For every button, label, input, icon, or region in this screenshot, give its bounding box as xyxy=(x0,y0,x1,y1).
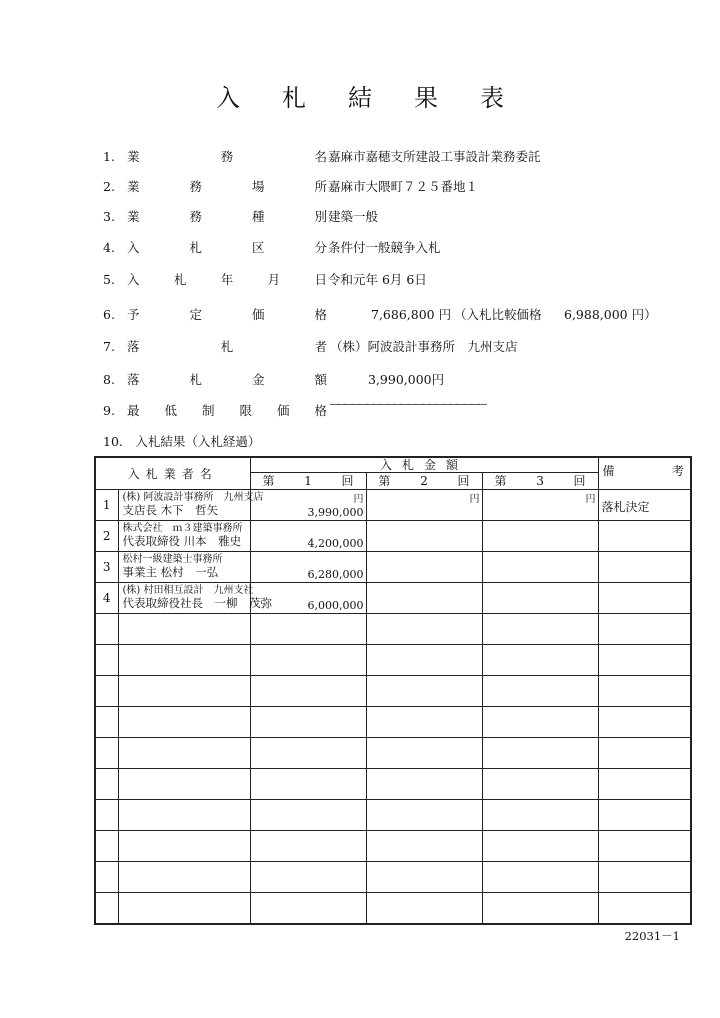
item-label: 落札金額 xyxy=(127,372,327,387)
bidder-name xyxy=(118,862,250,893)
item-row xyxy=(103,270,427,287)
table-row xyxy=(95,676,691,707)
item-value: 条件付一般競争入札 xyxy=(328,240,441,255)
remarks xyxy=(598,738,691,769)
title-char: 入 xyxy=(216,84,240,112)
remarks xyxy=(598,769,691,800)
table-row xyxy=(95,831,691,862)
table-row xyxy=(95,583,691,614)
minimum-price-dash: ―――――――――――――――――――――― xyxy=(330,399,484,410)
page-number: 22031－1 xyxy=(624,929,680,943)
header-round-1: 第 1 回 xyxy=(250,473,366,490)
item-row xyxy=(103,305,327,321)
round-3-amount xyxy=(482,862,598,893)
header-bid-amount: 入札金額 xyxy=(250,457,598,473)
compare-value: 6,988,000 円） xyxy=(564,307,657,322)
table-row xyxy=(95,800,691,831)
round-2-amount xyxy=(366,645,482,676)
bidder-name xyxy=(118,707,250,738)
remarks xyxy=(598,707,691,738)
round-2-amount xyxy=(366,583,482,614)
title-char: 表 xyxy=(480,84,504,112)
bidder-name xyxy=(118,676,250,707)
remarks xyxy=(598,583,691,614)
bidder-name xyxy=(118,738,250,769)
round-1-amount: 円 3,990,000 xyxy=(250,490,366,521)
row-index xyxy=(95,676,118,707)
round-2-amount xyxy=(366,738,482,769)
item-number: 9. xyxy=(103,403,115,418)
round-3-amount: 円 xyxy=(482,490,598,521)
row-index xyxy=(95,645,118,676)
row-index xyxy=(95,769,118,800)
item-value: 嘉麻市嘉穂支所建設工事設計業務委託 xyxy=(328,149,541,164)
row-index xyxy=(95,738,118,769)
item-number: 1. xyxy=(103,149,115,164)
table-row xyxy=(95,738,691,769)
item-row xyxy=(103,207,379,224)
round-3-amount xyxy=(482,831,598,862)
row-index: 3 xyxy=(95,552,118,583)
table-row xyxy=(95,521,691,552)
item-label: 業務種別 xyxy=(127,209,327,224)
round-3-amount xyxy=(482,552,598,583)
bidder-name xyxy=(118,800,250,831)
item-value: 嘉麻市大隈町７２５番地１ xyxy=(328,179,479,194)
round-3-amount xyxy=(482,800,598,831)
remarks xyxy=(598,831,691,862)
round-1-amount xyxy=(250,893,366,924)
round-1-amount xyxy=(250,738,366,769)
round-1-amount xyxy=(250,769,366,800)
round-3-amount xyxy=(482,738,598,769)
table-row xyxy=(95,552,691,583)
round-2-amount xyxy=(366,769,482,800)
item-number: 5. xyxy=(103,272,115,287)
table-row xyxy=(95,645,691,676)
round-1-amount xyxy=(250,676,366,707)
item-number: 7. xyxy=(103,339,115,354)
round-1-amount xyxy=(250,614,366,645)
item-row xyxy=(103,238,441,255)
row-index: 1 xyxy=(95,490,118,521)
bidder-name: 株式会社 ｍ３建築事務所 代表取締役 川本 雅史 xyxy=(118,521,250,552)
item-value: 建築一般 xyxy=(328,209,379,224)
item-number: 6. xyxy=(103,307,115,322)
bidder-name: 松村一級建築士事務所 事業主 松村 一弘 xyxy=(118,552,250,583)
round-3-amount xyxy=(482,769,598,800)
bidder-name xyxy=(118,614,250,645)
remarks xyxy=(598,614,691,645)
bid-results-table xyxy=(94,456,692,925)
round-3-amount xyxy=(482,521,598,552)
item-number: 8. xyxy=(103,372,115,387)
round-3-amount xyxy=(482,614,598,645)
row-index xyxy=(95,831,118,862)
row-index xyxy=(95,893,118,924)
bidder-name xyxy=(118,769,250,800)
item-label: 入札区分 xyxy=(127,240,327,255)
table-row xyxy=(95,862,691,893)
section-10-heading: 10. 入札結果（入札経過） xyxy=(103,434,261,449)
round-1-amount: 6,280,000 xyxy=(250,552,366,583)
item-label: 落札者 xyxy=(127,339,327,354)
remarks xyxy=(598,552,691,583)
bidder-name: (株) 阿波設計事務所 九州支店 支店長 木下 哲矢 xyxy=(118,490,250,521)
remarks xyxy=(598,893,691,924)
item-row xyxy=(103,337,327,353)
round-2-amount xyxy=(366,614,482,645)
table-row xyxy=(95,614,691,645)
round-2-amount: 円 xyxy=(366,490,482,521)
item-label: 業務場所 xyxy=(127,179,327,194)
round-2-amount xyxy=(366,521,482,552)
item-label: 最低制限価格 xyxy=(127,403,327,418)
remarks xyxy=(598,800,691,831)
round-3-amount xyxy=(482,583,598,614)
compare-label: （入札比較価格 xyxy=(454,307,542,322)
round-3-amount xyxy=(482,645,598,676)
round-1-amount: 4,200,000 xyxy=(250,521,366,552)
table-row xyxy=(95,893,691,924)
round-3-amount xyxy=(482,676,598,707)
bidder-name xyxy=(118,645,250,676)
table-row xyxy=(95,769,691,800)
header-round-3: 第 3 回 xyxy=(482,473,598,490)
remarks xyxy=(598,645,691,676)
item-row xyxy=(103,177,479,194)
round-2-amount xyxy=(366,862,482,893)
round-1-amount xyxy=(250,707,366,738)
round-1-amount xyxy=(250,645,366,676)
item-label: 予定価格 xyxy=(127,307,327,322)
winner-name: （株）阿波設計事務所 九州支店 xyxy=(330,339,518,354)
item-value: 令和元年 6月 6日 xyxy=(328,272,427,287)
round-1-amount xyxy=(250,831,366,862)
row-index: 2 xyxy=(95,521,118,552)
item-row xyxy=(103,147,541,164)
remarks xyxy=(598,862,691,893)
header-round-2: 第 2 回 xyxy=(366,473,482,490)
row-index: 4 xyxy=(95,583,118,614)
row-index xyxy=(95,800,118,831)
item-row xyxy=(103,370,327,386)
round-2-amount xyxy=(366,893,482,924)
row-index xyxy=(95,614,118,645)
bidder-name: (株) 村田相互設計 九州支社 代表取締役社長 一柳 茂弥 xyxy=(118,583,250,614)
round-1-amount xyxy=(250,862,366,893)
remarks xyxy=(598,676,691,707)
header-remarks: 備 考 xyxy=(598,457,691,490)
row-index xyxy=(95,707,118,738)
table-row xyxy=(95,490,691,521)
round-2-amount xyxy=(366,800,482,831)
round-3-amount xyxy=(482,893,598,924)
title-char: 結 xyxy=(348,84,372,112)
round-1-amount: 6,000,000 xyxy=(250,583,366,614)
bidder-name xyxy=(118,893,250,924)
item-label: 入札年月日 xyxy=(127,272,327,287)
round-2-amount xyxy=(366,552,482,583)
yotei-price: 7,686,800 円 xyxy=(371,307,452,322)
item-number: 3. xyxy=(103,209,115,224)
round-1-amount xyxy=(250,800,366,831)
page-title xyxy=(0,78,720,113)
header-bidder-name: 入札業者名 xyxy=(95,457,250,490)
remarks: 落札決定 xyxy=(598,490,691,521)
round-2-amount xyxy=(366,831,482,862)
remarks xyxy=(598,521,691,552)
row-index xyxy=(95,862,118,893)
round-2-amount xyxy=(366,707,482,738)
round-3-amount xyxy=(482,707,598,738)
item-number: 2. xyxy=(103,179,115,194)
item-row xyxy=(103,401,327,417)
title-char: 札 xyxy=(282,84,306,112)
item-number: 4. xyxy=(103,240,115,255)
round-2-amount xyxy=(366,676,482,707)
table-row xyxy=(95,707,691,738)
item-label: 業務名 xyxy=(127,149,327,164)
bidder-name xyxy=(118,831,250,862)
winning-amount: 3,990,000円 xyxy=(368,372,445,387)
title-char: 果 xyxy=(414,84,438,112)
